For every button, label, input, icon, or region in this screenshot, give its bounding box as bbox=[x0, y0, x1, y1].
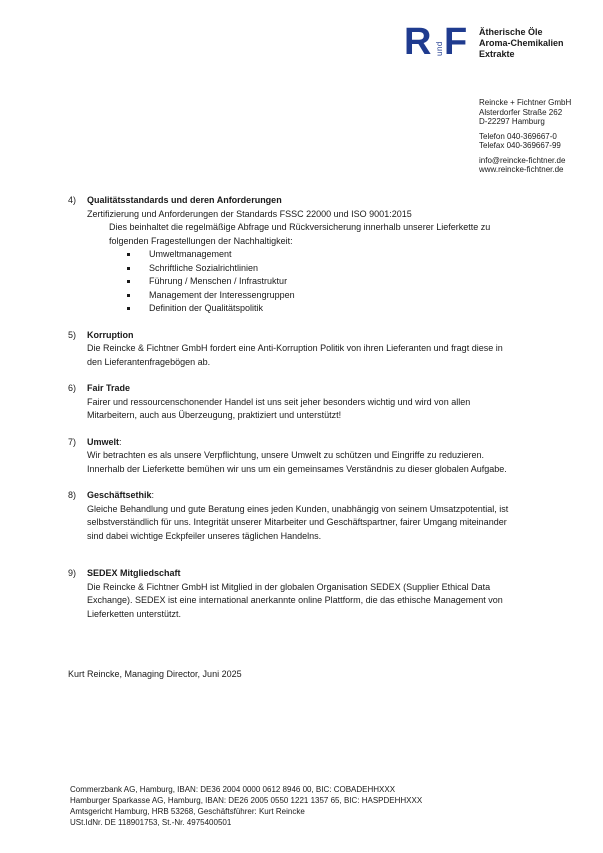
section-fair-trade bbox=[68, 382, 578, 423]
section-text: sind dabei wichtige Eckpfeiler unseres täglichen Handelns. bbox=[87, 530, 322, 541]
section-text: Zertifizierung und Anforderungen der Standards FSSC 22000 und ISO 9001:2015 bbox=[87, 208, 412, 219]
section-title: Geschäftsethik bbox=[87, 490, 152, 500]
section-number: 4) bbox=[68, 195, 77, 205]
footer-line: Commerzbank AG, Hamburg, IBAN: DE36 2004 0000 0612 8946 00, BIC: COBADEHHXXX bbox=[70, 785, 396, 794]
section-text: Exchange). SEDEX ist eine international anerkannte online Plattform, die das ethische Management von bbox=[87, 595, 503, 605]
footer-bank-details bbox=[70, 784, 422, 828]
list-item: Führung / Menschen / Infrastruktur bbox=[127, 275, 578, 289]
section-text: Die Reincke & Fichtner GmbH ist Mitglied in der globalen Organisation SEDEX (Supplier Ethical Data bbox=[87, 581, 491, 592]
address-company: Reincke + Fichtner GmbH bbox=[479, 98, 572, 107]
address-street: Alsterdorfer Straße 262 bbox=[479, 107, 563, 117]
tagline-line: Aroma-Chemikalien bbox=[479, 38, 564, 48]
sustainability-bullet-list bbox=[68, 248, 578, 316]
document-body bbox=[68, 194, 578, 621]
section-text: Dies beinhaltet die regelmäßige Abfrage und Rückversicherung innerhalb unserer Lieferkette zu bbox=[109, 222, 491, 232]
section-text: Innerhalb der Lieferkette bemühen wir uns um ein gemeinsames Verständnis zu dieser globalen Aufgabe. bbox=[87, 463, 507, 474]
section-title: Fair Trade bbox=[87, 383, 131, 393]
company-address bbox=[479, 98, 571, 175]
section-title: Umwelt bbox=[87, 436, 120, 447]
tagline-line: Extrakte bbox=[479, 49, 515, 59]
bullet-icon bbox=[127, 267, 130, 270]
company-tagline bbox=[479, 27, 564, 60]
footer-line: Amtsgericht Hamburg, HRB 53268, Geschäftsführer: Kurt Reincke bbox=[70, 807, 305, 816]
section-text: Die Reincke & Fichtner GmbH fordert eine Anti-Korruption Politik von ihren Lieferanten und fragt diese in bbox=[87, 343, 503, 353]
signature-line: Kurt Reincke, Managing Director, Juni 2025 bbox=[68, 669, 242, 679]
list-item: Schriftliche Sozialrichtlinien bbox=[127, 262, 578, 276]
list-item: Management der Interessengruppen bbox=[127, 289, 578, 303]
bullet-icon bbox=[127, 307, 130, 310]
section-environment: 7) Umwelt: Wir betrachten es als unsere Verpflichtung, unsere Umwelt zu schützen und Eingriffe zu reduzieren. Innerhalb der Lieferkette bemühen wir uns um ein gemeinsames Verständnis zu dieser globalen Aufgabe. bbox=[68, 436, 578, 477]
bullet-icon bbox=[127, 294, 130, 297]
logo-letter-r: R bbox=[404, 21, 432, 63]
section-number: 9) bbox=[68, 568, 77, 578]
section-text: Fairer und ressourcenschonender Handel ist uns seit jeher besonders wichtig und wird von allen bbox=[87, 396, 471, 407]
bullet-icon bbox=[127, 280, 130, 283]
list-item: Definition der Qualitätspolitik bbox=[127, 302, 578, 316]
company-logo bbox=[404, 21, 476, 63]
section-number: 7) bbox=[68, 436, 77, 447]
address-web[interactable]: www.reincke-fichtner.de bbox=[479, 165, 564, 174]
address-email[interactable]: info@reincke-fichtner.de bbox=[479, 155, 566, 165]
section-text: Lieferketten unterstützt. bbox=[87, 608, 182, 619]
section-title: Qualitätsstandards und deren Anforderungen bbox=[87, 195, 282, 205]
bullet-icon bbox=[127, 253, 130, 256]
section-text: den Lieferantenfragebögen ab. bbox=[87, 356, 211, 367]
address-fax: Telefax 040-369667-99 bbox=[479, 141, 561, 150]
section-quality-standards bbox=[68, 194, 578, 316]
address-city: D-22297 Hamburg bbox=[479, 117, 545, 126]
section-text: Mitarbeitern, auch aus Überzeugung, praktiziert und unterstützt! bbox=[87, 410, 342, 420]
section-number: 5) bbox=[68, 329, 77, 340]
section-sedex bbox=[68, 567, 578, 621]
section-number: 6) bbox=[68, 383, 77, 393]
logo-und: und bbox=[435, 41, 444, 56]
tagline-line: Ätherische Öle bbox=[479, 27, 543, 37]
section-title: Korruption bbox=[87, 329, 134, 340]
section-title: SEDEX Mitgliedschaft bbox=[87, 568, 181, 578]
section-business-ethics: 8) Geschäftsethik: Gleiche Behandlung und gute Beratung eines jeden Kunden, unabhängig von seinem Umsatzpotential, ist selbstverständlich für uns. Integrität unserer Mitarbeiter und Geschäftspartner, fairer Umgang miteinander sind dabei wichtige Eckpfeiler unseres täglichen Handelns. bbox=[68, 489, 578, 543]
address-phone: Telefon 040-369667-0 bbox=[479, 131, 557, 141]
footer-line: USt.IdNr. DE 118901753, St.-Nr. 4975400501 bbox=[70, 818, 232, 827]
section-number: 8) bbox=[68, 490, 77, 500]
list-item: Umweltmanagement bbox=[127, 248, 578, 262]
section-text: Gleiche Behandlung und gute Beratung eines jeden Kunden, unabhängig von seinem Umsatzpotential, ist bbox=[87, 503, 509, 514]
section-text: Wir betrachten es als unsere Verpflichtung, unsere Umwelt zu schützen und Eingriffe zu reduzieren. bbox=[87, 450, 485, 460]
section-corruption bbox=[68, 329, 578, 370]
section-text: selbstverständlich für uns. Integrität unserer Mitarbeiter und Geschäftspartner, fairer Umgang miteinander bbox=[87, 517, 507, 527]
footer-line: Hamburger Sparkasse AG, Hamburg, IBAN: DE26 2005 0550 1221 1357 65, BIC: HASPDEHHXXX bbox=[70, 796, 423, 805]
section-text: folgenden Fragestellungen der Nachhaltigkeit: bbox=[109, 235, 293, 246]
logo-letter-f: F bbox=[444, 21, 468, 63]
